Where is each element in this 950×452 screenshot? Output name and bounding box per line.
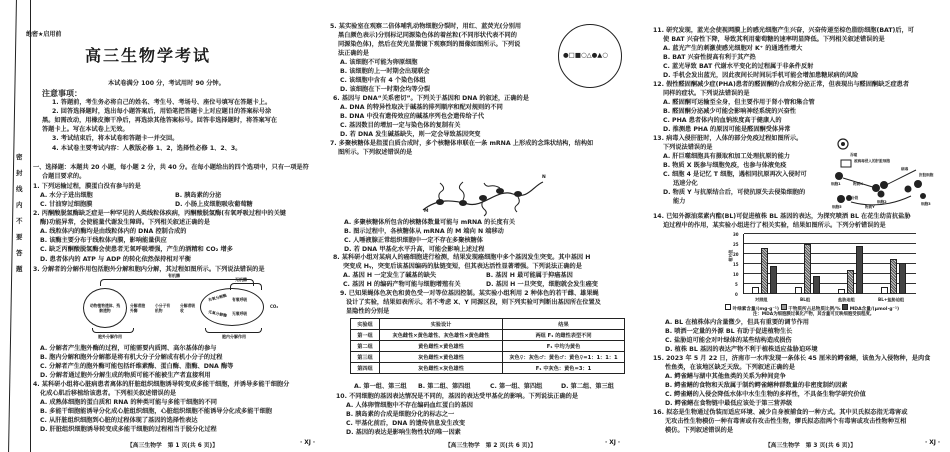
option: B. DNA 中没有遗传效应的碱基序列也会遗传给子代 — [340, 113, 485, 120]
notice-line: 黑。如需改动，用橡皮擦干净后，再选涂其他答案标号。回答非选择题时，将答案写在 — [42, 117, 278, 124]
diagram-label: 胞外分解作用 — [98, 334, 122, 339]
table-row — [351, 330, 625, 341]
option: B. 鳄雀鳝的食物和天敌属于制约鳄雀鳝种群数量的非密度制约因素 — [665, 382, 848, 389]
table-cell: 第四组 — [351, 363, 380, 374]
table-cell: 灰色♀：灰色♂：黄色♂：黄色♀=1：1：1：1 — [503, 352, 625, 363]
binding-char: 不 — [16, 217, 23, 225]
page-footer: 【高三生物学 第 3 页(共 6 页)】 — [765, 443, 857, 449]
secret-label: 绝密★启用前 — [26, 31, 62, 38]
polyribosome-figure — [418, 175, 548, 218]
binding-char: 内 — [16, 201, 23, 209]
question-stem: 13. 病毒入侵肝脏时，人体的部分免疫过程如图所示。 — [653, 135, 803, 142]
option: A. 第一组、第三组 — [354, 383, 407, 390]
page-code: · XJ · — [925, 440, 941, 446]
question-stem: 15. 2023 年 5 月 22 日，济南市一水库发现一条体长 45 厘米的鳄雀鳝，该鱼为入侵物种，是肉食 — [653, 355, 931, 362]
table-cell: 灰色雌性×灰色雄性 — [380, 363, 503, 374]
option: B. 物质 X 既参与细胞免疫，也参与体液免疫 — [663, 162, 787, 169]
mrna-strand-icon — [418, 178, 548, 218]
option: B. BAT 兴奋性提高有利于其产热 — [663, 54, 756, 61]
y-tick: 15 — [733, 262, 739, 267]
y-tick: 10 — [733, 272, 739, 277]
option: D. 小肠上皮细胞吸收葡萄糖 — [175, 201, 253, 208]
diagram-label: 无机酶 — [235, 277, 247, 282]
option: D. 若 DNA 甲基化水平升高，可能会影响上述过程 — [344, 246, 485, 253]
gridline — [744, 243, 916, 244]
option: D. 该细胞在下一时期会均等分裂 — [340, 86, 431, 93]
table-cell: F₁ 中灰色：黄色=3：1 — [503, 363, 625, 374]
notice-heading: 注意事项： — [42, 89, 82, 98]
question-stem: 9. 已知果蝇体色灰色和黄色受一对等位基因控制。某实验小组利用 2 种体色的若干雌、雄果蝇 — [340, 290, 599, 297]
question-stem: 10. 不同细胞的基因表达情况是不同的，基因的表达受甲基化的影响。下列说法正确的是 — [336, 393, 579, 400]
option: B. 胰岛素的分泌 — [175, 192, 222, 199]
option: A. DNA 的特异性取决于碱基的排列顺序和配对规则的不同 — [340, 104, 503, 111]
option: A. 人体卵管细胞中不存在编码血红蛋白的基因 — [346, 402, 473, 409]
chromosome-symbols: ●□■○△●▲○ — [563, 51, 608, 59]
binding-char: 要 — [16, 233, 23, 241]
gridline — [744, 233, 916, 234]
option: C. 基因 H 的编码产物可能与细胞增殖有关 — [343, 281, 461, 288]
chart-bar — [804, 244, 811, 294]
question-stem: 7. 多聚核糖体是指蛋白质合成时，多个核糖体串联在一条 mRNA 上形成的念珠状结构，结构如 — [330, 140, 594, 147]
question-stem: 性鱼类，在该地区缺乏天敌。下列叙述正确的是 — [665, 364, 795, 371]
question-stem: 设计了实验，结果如表所示。若不考虑 X、Y 同源区段，则下列实验可判断出基因所在位置及 — [346, 299, 601, 306]
figure-label: 细胞5 — [832, 205, 842, 209]
x-tick: BL+盐胁迫组 — [878, 297, 905, 302]
page-footer: 【高三生物学 第 2 页(共 6 页)】 — [445, 443, 537, 449]
y-tick: 0 — [735, 292, 738, 297]
question-stem: 8. 某科研小组对某病人的癌细胞进行检测，结果发现癌细胞中多个基因发生突变。其中基因 H — [333, 254, 591, 261]
section-heading: 合题目要求的。 — [42, 173, 86, 180]
option: D. 基因 H 一旦突变，细胞就会发生癌变 — [486, 281, 598, 288]
question-stem: 4. 某科研小组将心脏病患者离体的肝脏组织细胞诱导转变成多能干细胞，并诱导多能干细胞分 — [33, 381, 290, 388]
binding-char: 题 — [16, 265, 23, 273]
diagram-label: 动物植物遗体、残骸遗物 — [89, 303, 121, 313]
binding-strip — [0, 0, 32, 452]
table-cell: 第三组 — [351, 352, 380, 363]
question-stem: 12. 假性醛固酮减少症(PHA)患者的醛固酮的合成和分泌正常，但表现出与醛固酮缺乏症患者 — [653, 81, 910, 88]
figure-label: 病毒 — [901, 167, 909, 171]
question-stem: 图所示。下列叙述错误的是 — [338, 149, 413, 156]
legend-swatch-chlorophyll — [725, 304, 731, 310]
table-cell: 第二组 — [351, 341, 380, 352]
option: B. 胞内分解和胞外分解都是将有机大分子分解成有机小分子的过程 — [40, 354, 223, 361]
option: A. BL 在植株体内含量微少，但具有重要的调节作用 — [665, 319, 809, 326]
figure-label: 吞噬 — [850, 153, 858, 157]
option: D. 第二组、第三组 — [561, 383, 614, 390]
chart-bar — [752, 287, 759, 294]
notice-line: 3. 考试结束后，将本试卷和答题卡一并交回。 — [52, 135, 179, 142]
chart-plot-area — [743, 234, 916, 294]
table-cell: 灰色雌性×黄色雄性、灰色雄性×黄色雌性 — [380, 330, 503, 341]
option: A. 蓝光产生的刺激使感光细胞对 K⁺ 的通透性增大 — [663, 45, 803, 52]
question-stem: 使 BAT 兴奋性下降，导致其利用葡萄糖的速率明显降低。下列相关叙述错误的是 — [663, 36, 885, 43]
option: 迅速分化 — [673, 180, 698, 187]
y-tick: 30 — [733, 232, 739, 237]
question-stem: 突变成 Hᵧ，突变后该基因编码的肽链变短，但其表达活性显著增强。下列说法正确的是 — [343, 263, 582, 270]
option: C. 盐胁迫可能会对叶绿体的某些结构造成损伤 — [665, 337, 792, 344]
legend-swatch-dry-matter — [781, 304, 787, 310]
option: C. 细胞 4 是记忆 T 细胞，遇相同抗原再次入侵时可 — [663, 171, 807, 178]
x-tick: 对照组 — [755, 297, 768, 302]
chart-bar — [881, 287, 888, 294]
legend-label: MDA含量/(μmol·g⁻¹) — [849, 307, 900, 312]
option: A. 水分子进出细胞 — [40, 192, 93, 199]
y-axis-label: 相对值 — [728, 249, 734, 262]
question-stem: 迫过程中的作用，某实验小组进行了相关实验，结果如图所示。下列分析错误的是 — [663, 222, 886, 229]
option: D. 植株 BL 基因的表达产物不利于植株适应盐胁迫环境 — [665, 346, 818, 353]
score-line: 本试卷满分 100 分，考试用时 90 分钟。 — [108, 80, 225, 87]
notice-line: 1. 答题前，考生务必将自己的姓名、考生号、考场号、座位号填写在答题卡上。 — [52, 99, 272, 106]
option: A. 肝巨噬细胞具有摄取和加工处理抗原的能力 — [663, 153, 790, 160]
table-cell: F₁ 中均为黄色 — [503, 341, 625, 352]
chart-bar — [813, 276, 820, 294]
option: A. 分解者产生胞外酶的过程，可能需要内质网、高尔基体的参与 — [40, 345, 217, 352]
section-heading: 一、选择题：本题共 20 小题，每小题 2 分，共 40 分。在每小题给出的四个选项中，只有一项是符 — [33, 164, 309, 171]
option: B. 该酶主要分布于线粒体内膜，影响能量供应 — [40, 237, 167, 244]
option: A. 鳄雀鳝与湖中其他鱼类的关系为种间竞争 — [665, 373, 786, 380]
diagram-label: 小分子有机物 — [155, 303, 171, 313]
chart-note: 注：MDA为细胞膜过氧化产物，其含量可反映细胞受损程度。 — [753, 312, 875, 317]
figure-label: 被病毒侵入的肝脏细胞 — [854, 159, 890, 163]
exam-page-1 — [0, 0, 318, 452]
table-header: 结果 — [503, 319, 625, 330]
chart-bar — [770, 266, 777, 294]
option: C. 基因数目的增加一定与染色体的复制有关 — [340, 122, 461, 129]
question-stem: 化成心肌后移植给该患者。下列相关叙述错误的是 — [40, 390, 177, 397]
diagram-label: 无氧分解酶 — [207, 309, 228, 318]
chart-bar — [899, 263, 906, 294]
option: C. 蓝光导致 BAT 代谢水平变化的过程属于非条件反射 — [663, 63, 814, 70]
option: D. 推测患 PHA 的原因可能是醛固酮受体异常 — [663, 126, 791, 133]
diagram-label: 有氧呼吸 — [232, 297, 248, 302]
chart-bar — [856, 246, 863, 294]
y-tick: 25 — [733, 242, 739, 247]
table-header: 实验组 — [351, 319, 380, 330]
decomposition-diagram — [80, 273, 280, 339]
question-stem: 同样的症状。下列说法错误的是 — [663, 90, 750, 97]
option: B. 图示过程中，各核糖体从 mRNA 的 M 端向 N 端移动 — [344, 228, 504, 235]
immune-process-figure — [831, 138, 946, 210]
option: B. 多能干细胞能诱导分化成心脏组织细胞，心脏组织细胞不能诱导分化成多能干细胞 — [40, 408, 272, 415]
table-cell: 第一组 — [351, 330, 380, 341]
question-stem: 法正确的是 — [338, 50, 369, 57]
chart-bar — [761, 248, 768, 294]
option: D. 肝脏组织细胞诱导转变成多能干细胞的过程相当于脱分化过程 — [40, 426, 217, 433]
exam-page-2 — [318, 0, 635, 452]
bl-bar-chart — [728, 232, 918, 302]
binding-char: 密 — [16, 153, 23, 161]
option: D. 基因的表达是影响生物性状的唯一因素 — [346, 429, 461, 436]
option: B. 该细胞的上一时期会出现联会 — [340, 68, 430, 75]
question-stem: 无攻击性生物模仿一种有毒害或有攻击性生物，缪氏拟态指两个有毒害或攻击性物种互相 — [665, 418, 907, 425]
legend-label: 干物质所占总物质比例/% — [788, 307, 841, 312]
option: C. 该细胞中含有 4 个染色体组 — [340, 77, 426, 84]
table-cell: 灰色雌性×黄色雄性 — [380, 352, 503, 363]
figure-label: 细胞3 — [921, 202, 931, 206]
diagram-label: 分解者吸收 — [180, 303, 196, 313]
binding-line — [8, 0, 17, 452]
question-stem: 11. 研究发现，蓝光会使视网膜上的感光细胞产生兴奋，兴奋传递至棕色脂肪细胞(BAT)后，可 — [653, 27, 914, 34]
question-stem: 下列说法错误的是 — [663, 144, 713, 151]
diagram-ellipse — [200, 288, 264, 326]
notice-line: 答题卡上。写在本试卷上无效。 — [42, 126, 129, 133]
option: D. 物质 Y 与抗原结合后，可使抗原失去侵染细胞的 — [663, 189, 806, 196]
chart-bar — [838, 289, 845, 294]
table-row — [351, 341, 625, 352]
option: C. 第一组、第四组 — [490, 383, 543, 390]
table-header: 实验设计 — [380, 319, 503, 330]
option: C. 分解者产生的胞外酶可能包括纤维素酶、蛋白酶、脂酶、DNA 酶等 — [40, 363, 234, 370]
option: A. 基因 H 一定发生了碱基的缺失 — [343, 272, 437, 279]
option: C. 鳄雀鳝的入侵会降低水体中水生生物的多样性，不具备生物学研究价值 — [665, 391, 866, 398]
y-tick: 5 — [735, 282, 738, 287]
experiment-table — [350, 318, 625, 374]
question-stem: 14. 已知外源油菜素内酯(BL)可促进植株 BL 基因的表达，为探究喷洒 BL 在花生幼苗抗盐胁 — [653, 213, 911, 220]
figure-label: 肝脏细胞 — [919, 173, 934, 177]
option: C. PHA 患者体内的血钠浓度高于健康人的 — [663, 117, 782, 124]
option: D. 鳄雀鳝在食物链中最低应该处于第三营养级 — [665, 400, 793, 407]
mrna-end-label: N — [542, 175, 546, 180]
option: A. 多聚核糖体所包含的核糖体数量可能与 mRNA 的长度有关 — [344, 219, 516, 226]
question-stem: 同源染色体)，然后在荧光显微镜下观察到的图像如图所示。下列说 — [338, 41, 521, 48]
figure-label: 分裂 — [851, 196, 859, 200]
question-stem: 黑白颜色表示)分别标记同源染色体的着丝粒(不同形状代表不同的 — [338, 32, 517, 39]
chart-bar — [890, 259, 897, 294]
option: B. 醛固酮分泌减少可能会影响神经系统的兴奋性 — [663, 108, 796, 115]
question-stem: 2. 丙酮酸脱氢酶缺乏症是一种罕见的人类线粒体疾病，丙酮酸脱氢酶(有氧呼吸过程中的关键 — [33, 210, 286, 217]
exam-page-3 — [635, 0, 950, 452]
table-row — [351, 363, 625, 374]
option: C. 从肝脏组织细胞到心脏的过程体现了基因的选择性表达 — [40, 417, 198, 424]
question-stem: 1. 下列运输过程，膜蛋白没有参与的是 — [33, 183, 141, 190]
mrna-end-label: M — [424, 209, 429, 214]
option: D. 分解者通过胞外分解生成的物质可能不能被生产者直接利用 — [40, 372, 211, 379]
question-stem: 6. 基因与 DNA“关系密切”。下列关于基因和 DNA 的叙述，正确的是 — [333, 95, 529, 102]
page-code: · XJ · — [605, 440, 621, 446]
binding-char: 答 — [16, 249, 23, 257]
option: C. 人唾液腺正常组织细胞中一定不存在多聚核糖体 — [344, 237, 483, 244]
legend-swatch-mda — [842, 304, 848, 310]
binding-char: 封 — [16, 169, 23, 177]
option: B. 胰岛素的合成是细胞分化的标志之一 — [346, 411, 455, 418]
figure-label: 细胞2 — [877, 200, 887, 204]
table-cell: 黄色雌性×黄色雄性 — [380, 341, 503, 352]
binding-line — [30, 0, 31, 452]
diagram-label: 无氧呼吸 — [232, 311, 248, 316]
table-cell: 两组 F₁ 的雌性表型不同 — [503, 330, 625, 341]
option: B. 喷洒一定量的外源 BL 有助于促进植物生长 — [665, 328, 793, 335]
option: A. 该细胞不可能为卵原细胞 — [340, 59, 418, 66]
question-stem: 酶)功能异常，会使能量代谢发生障碍。下列相关叙述正确的是 — [40, 219, 210, 226]
diagram-label: 有机酶 — [168, 273, 180, 278]
legend-label: 叶绿素含量/(mg·g⁻¹) — [732, 307, 780, 312]
option: D. 若 DNA 发生碱基缺失，则一定会导致基因突变 — [340, 131, 481, 138]
option: D. 手机会发出蓝光，因此夜间长时间玩手机可能会增加患糖尿病的风险 — [663, 72, 859, 79]
option: D. 患者体内的 ATP 与 ADP 的转化依然保持相对平衡 — [40, 256, 191, 263]
question-stem: 16. 拟态是生物通过伪装而适应环境、减少自身被捕食的一种方式。其中贝氏拟态指无毒害或 — [653, 409, 908, 416]
diagram-label: 胞内分解作用 — [222, 334, 246, 339]
table-header-row — [351, 319, 625, 330]
question-stem: 模仿。下列叙述错误的是 — [665, 427, 734, 434]
chart-bar — [795, 287, 802, 294]
option: 能力 — [673, 198, 686, 205]
diagram-label: 有氧分解酶 — [207, 292, 228, 303]
binding-char: 线 — [16, 185, 23, 193]
page-title: 高三生物学考试 — [85, 46, 212, 65]
page-footer: 【高三生物学 第 1 页(共 6 页)】 — [127, 443, 219, 449]
option: A. 线粒体内的酶均是由线粒体内的 DNA 控制合成的 — [40, 228, 187, 235]
diagram-label: CO₂ — [270, 304, 279, 309]
option: B. 基因 H 最可能属于抑癌基因 — [486, 272, 573, 279]
option: A. 成熟体细胞的蛋白质和 RNA 的种类可能与多能干细胞的不同 — [40, 399, 217, 406]
figure-label: 物质Y — [865, 205, 875, 209]
question-stem: 显隐性的分别是 — [346, 308, 390, 315]
question-stem: 5. 某实验室在观察二倍体哺乳动物细胞分裂时，用红、蓝荧光(分别用 — [330, 23, 522, 30]
chart-bar — [847, 270, 854, 294]
option: B. 第二组、第四组 — [418, 383, 471, 390]
option: A. 醛固酮可运输至全身，但主要作用于肾小管和集合管 — [663, 99, 815, 106]
diagram-label: 分解者胞外酶 — [130, 303, 146, 313]
notice-line: 4. 本试卷主要考试内容：人教版必修 1、2，选择性必修 1、2、3。 — [52, 145, 242, 152]
question-stem: 3. 分解者的分解作用包括胞外分解和胞内分解，其过程如图所示。下列说法错误的是 — [33, 266, 265, 273]
y-tick: 20 — [733, 252, 739, 257]
x-tick: BL组 — [800, 297, 811, 302]
gridline — [744, 253, 916, 254]
figure-label: 细胞1 — [831, 182, 841, 186]
page-code: · XJ · — [300, 440, 316, 446]
option: C. 甘油穿过细胞膜 — [40, 201, 93, 208]
option: C. 甲基化前后，DNA 的遗传信息发生改变 — [346, 420, 466, 427]
table-row — [351, 352, 625, 363]
x-tick: 盐胁迫组 — [838, 297, 855, 302]
notice-line: 2. 回答选择题时，选出每小题答案后，用铅笔把答题卡上对应题目的答案标号涂 — [52, 108, 272, 115]
option: C. 缺乏丙酮酸脱氢酶会使患者无氧呼吸增强，产生的酒精和 CO₂ 增多 — [40, 246, 233, 253]
figure-label: 物质X — [853, 182, 863, 186]
